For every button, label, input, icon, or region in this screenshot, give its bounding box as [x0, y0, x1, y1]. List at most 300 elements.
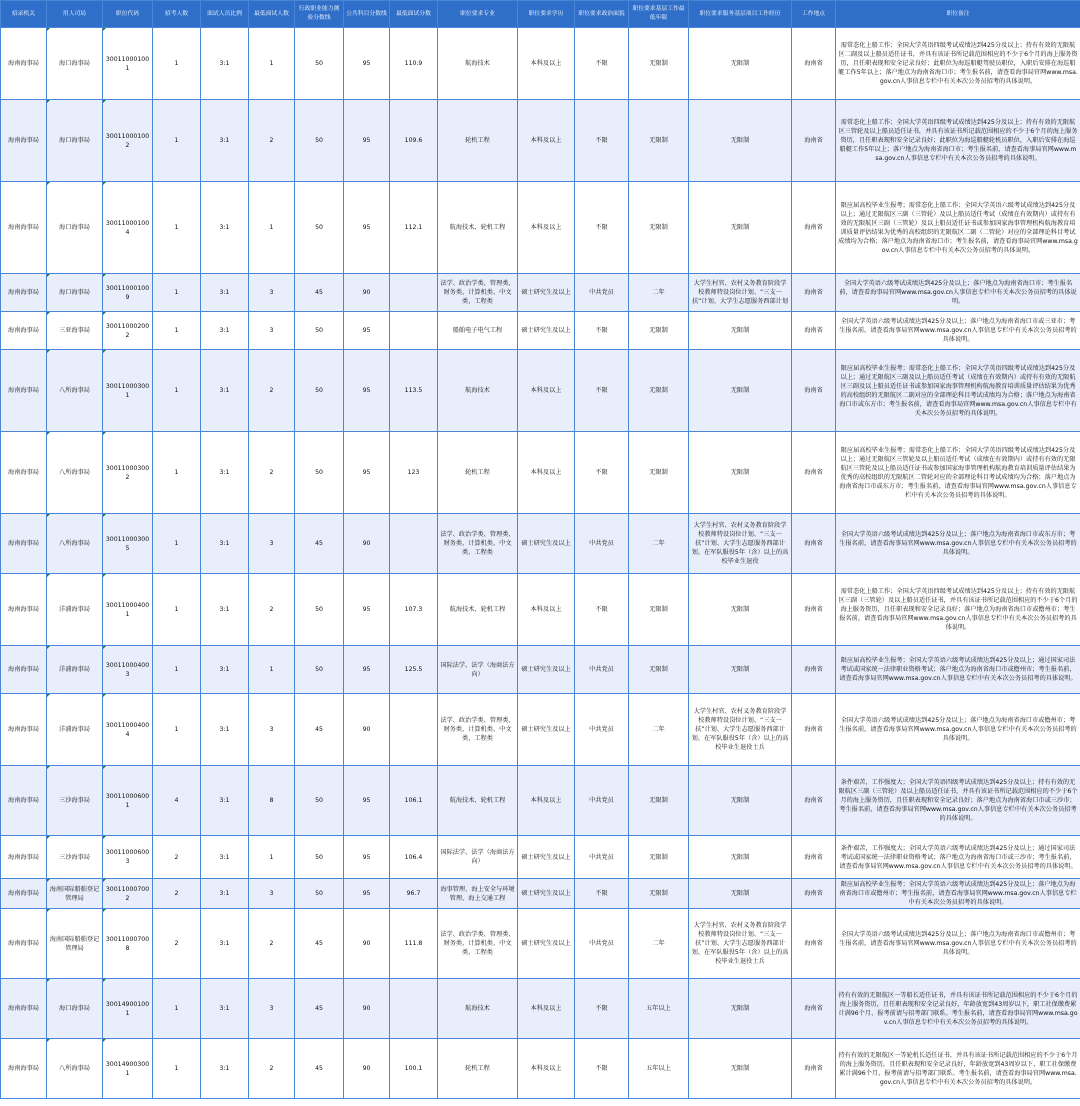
cell-text: 不限	[595, 606, 608, 613]
cell-position-notes	[836, 694, 1080, 766]
cell-recruit-count	[153, 274, 201, 312]
cell-text: 限应届高校毕业生报考；需常态化上船工作；全国大学英语六级考试成绩达到425分及以上；通过无限航区三副（三管轮）及以上船员适任考试（成绩在有效期内）或持有有效的无限航区三副（三管轮）及以上船员适任证书或参加国家海事管理机构航海教育培训质量评估结果为优秀的高校组织的无限航区二副（二管轮）对应的全部理论科目考试成绩均为合格；落户地点为海南省海口市；考生报名前，请查看海事局官网www.msa.gov.cn人事信息专栏中有关本次公务员招考的具体说明。	[838, 201, 1078, 254]
cell-text: 海南海事局	[8, 387, 39, 394]
cell-text: 不限	[595, 137, 608, 144]
cell-text: 3	[269, 327, 274, 334]
cell-text: 硕士研究生及以上	[521, 890, 571, 897]
cell-text: 95	[362, 469, 371, 476]
cell-min-interview-score	[390, 694, 438, 766]
cell-text: 需常态化上船工作；全国大学英语四级考试成绩达到425分及以上；持有有效的无限航区三管轮及以上船员适任证书，并具有该证书所记载范围相应的不少于6个月的海上服务资历，且任职表现和安全记录良好；此职位为海巡船艇轮机员职位，入职后安排在海巡船艇工作5年以上；落户地点为海南省海口市；考生报名前，请查看海事局官网www.msa.gov.cn人事信息专栏中有关本次公务员招考的具体说明。	[838, 119, 1078, 162]
cell-text: 90	[362, 726, 371, 733]
cell-text: 无限制	[730, 60, 750, 67]
cell-aptitude-score-line	[295, 979, 344, 1039]
table-row	[1, 646, 1080, 694]
cell-text: 海南海事局	[8, 940, 39, 947]
cell-text: 海南省	[804, 666, 823, 673]
cell-text: 300110003001	[105, 382, 150, 399]
cell-position-notes	[836, 766, 1080, 836]
cell-required-political-status	[575, 182, 629, 274]
cell-text: 3:1	[219, 890, 230, 897]
cell-min-interview-count	[249, 312, 295, 350]
cell-work-location	[792, 879, 836, 909]
cell-grassroots-project-experience	[689, 350, 792, 432]
cell-text: 无限制	[649, 387, 668, 394]
cell-text: 2	[269, 940, 274, 947]
cell-text: 海事管理、海上安全与环境管理、海上交通工程	[440, 885, 515, 902]
cell-text: 需常态化上船工作；全国大学英语四级考试成绩达到425分及以上；持有有效的无限航区三副（三管轮）及以上船员适任证书，并具有该证书所记载范围相应的不少于6个月的海上服务资历，且任职表现和安全记录良好；落户地点为海南省海口市或儋州市；考生报名前，请查看海事局官网www.msa.gov.cn人事信息专栏中有关本次公务员招考的具体说明。	[838, 588, 1078, 631]
cell-text: 300110007008	[105, 935, 150, 952]
cell-text: 中共党员	[589, 940, 614, 947]
cell-min-interview-count	[249, 182, 295, 274]
cell-text: 无限制	[649, 606, 668, 613]
cell-required-political-status	[575, 766, 629, 836]
cell-text: 限应届高校毕业生报考；需常态化上船工作；全国大学英语四级考试成绩达到425分及以上；通过无限航区三管轮及以上船员适任考试（成绩在有效期内）或持有有效的无限航区三管轮及以上船员适任证书或参加国家海事管理机构航海教育培训质量评估结果为优秀的高校组织的无限航区二管轮对应的全部理论科目考试成绩均为合格；落户地点为海南省海口市或东方市；考生报名前，请查看海事局官网www.msa.gov.cn人事信息专栏中有关本次公务员招考的具体说明。	[839, 446, 1077, 499]
cell-work-location	[792, 909, 836, 979]
cell-interview-ratio	[201, 979, 249, 1039]
cell-position-notes	[836, 350, 1080, 432]
header-row	[1, 1, 1080, 28]
cell-grassroots-project-experience	[689, 646, 792, 694]
cell-recruiting-agency	[1, 312, 47, 350]
cell-min-interview-count	[249, 879, 295, 909]
cell-required-major	[438, 100, 518, 182]
cell-aptitude-score-line	[295, 836, 344, 879]
cell-required-political-status	[575, 909, 629, 979]
cell-min-interview-score	[390, 766, 438, 836]
cell-min-interview-count	[249, 909, 295, 979]
cell-text: 50	[315, 853, 323, 861]
cell-text: 100.1	[404, 1065, 423, 1072]
cell-aptitude-score-line	[295, 274, 344, 312]
cell-hiring-department	[47, 350, 103, 432]
cell-text: 轮机工程	[465, 1065, 490, 1072]
cell-text: 海南海事局	[8, 540, 39, 547]
cell-grassroots-project-experience	[689, 694, 792, 766]
cell-grassroots-project-experience	[689, 766, 792, 836]
cell-min-interview-count	[249, 694, 295, 766]
cell-text: 125.5	[404, 666, 423, 673]
cell-text: 本科及以上	[530, 606, 562, 613]
cell-required-political-status	[575, 514, 629, 574]
cell-text: 无限制	[730, 327, 750, 334]
cell-text: 航海技术、轮机工程	[449, 224, 506, 231]
cell-hiring-department	[47, 100, 103, 182]
cell-text: 95	[362, 853, 371, 861]
cell-text: 海南省	[804, 224, 823, 231]
cell-text: 海南海事局	[8, 469, 39, 476]
cell-recruiting-agency	[1, 836, 47, 879]
cell-recruit-count	[153, 312, 201, 350]
cell-text: 无限制	[730, 890, 750, 897]
cell-min-interview-count	[249, 766, 295, 836]
cell-position-notes	[836, 182, 1080, 274]
cell-required-education	[518, 28, 575, 100]
cell-text: 海南海事局	[8, 797, 39, 804]
cell-required-major	[438, 350, 518, 432]
cell-required-education	[518, 350, 575, 432]
cell-min-grassroots-years	[629, 182, 689, 274]
cell-aptitude-score-line	[295, 28, 344, 100]
cell-text: 95	[362, 666, 371, 673]
cell-recruiting-agency	[1, 432, 47, 514]
cell-text: 95	[362, 224, 371, 231]
cell-hiring-department	[47, 514, 103, 574]
cell-text: 本科及以上	[530, 797, 562, 804]
cell-position-code	[103, 836, 153, 879]
cell-min-interview-score	[390, 432, 438, 514]
cell-text: 海南海事局	[8, 1065, 39, 1072]
cell-position-code	[103, 766, 153, 836]
cell-position-notes	[836, 1039, 1080, 1099]
table-row	[1, 836, 1080, 879]
cell-text: 硕士研究生及以上	[521, 726, 571, 733]
cell-recruiting-agency	[1, 694, 47, 766]
cell-grassroots-project-experience	[689, 909, 792, 979]
cell-text: 3:1	[219, 289, 230, 296]
cell-text: 全国大学英语六级考试成绩达到425分及以上；落户地点为海南省海口市或儋州市；考生报名前，请查看海事局官网www.msa.gov.cn人事信息专栏中有关本次公务员招考的具体说明。	[839, 931, 1077, 956]
cell-min-interview-score	[390, 574, 438, 646]
table-row	[1, 879, 1080, 909]
cell-work-location	[792, 979, 836, 1039]
cell-aptitude-score-line	[295, 350, 344, 432]
cell-text: 109.6	[404, 137, 423, 144]
cell-text: 二年	[652, 540, 665, 547]
cell-text: 1	[174, 540, 179, 547]
cell-text: 海南海事局	[8, 289, 39, 296]
cell-work-location	[792, 836, 836, 879]
cell-min-interview-count	[249, 432, 295, 514]
cell-recruit-count	[153, 836, 201, 879]
cell-required-education	[518, 694, 575, 766]
cell-aptitude-score-line	[295, 182, 344, 274]
cell-text: 4	[174, 797, 179, 804]
table-row	[1, 514, 1080, 574]
cell-text: 1	[174, 666, 179, 673]
cell-text: 洋浦海事局	[59, 726, 90, 733]
cell-text: 大学生村官、农村义务教育阶段学校教师特设岗位计划、“三支一扶”计划、大学生志愿服务西部计划、在军队服役5年（含）以上的高校毕业生退役	[691, 522, 789, 565]
cell-position-code	[103, 100, 153, 182]
cell-work-location	[792, 274, 836, 312]
cell-position-code	[103, 312, 153, 350]
cell-public-subject-score-line	[344, 979, 390, 1039]
cell-text: 45	[315, 289, 323, 296]
cell-text: 本科及以上	[530, 387, 562, 394]
cell-position-code	[103, 182, 153, 274]
cell-required-political-status	[575, 432, 629, 514]
cell-text: 50	[315, 137, 323, 144]
cell-interview-ratio	[201, 274, 249, 312]
cell-text: 不限	[595, 327, 608, 334]
cell-text: 无限制	[730, 666, 750, 673]
cell-position-code	[103, 274, 153, 312]
cell-text: 全国大学英语六级考试成绩达到425分及以上；落户地点为海南省海口市或儋州市；考生报名前，请查看海事局官网www.msa.gov.cn人事信息专栏中有关本次公务员招考的具体说明。	[839, 717, 1077, 742]
cell-text: 海南省	[804, 327, 823, 334]
cell-text: 持有有效的无限航区一等船长适任证书，并具有该证书所记载范围相应的不少于6个月的海上服务资历，且任职表现和安全记录良好，年龄放宽到43周岁以下，职工社保缴费累计满96个月，报考前请与招考部门联系。考生报名前，请查看海事局官网www.msa.gov.cn人事信息专栏中有关本次公务员招考的具体说明。	[838, 991, 1078, 1026]
cell-text: 无限制	[730, 1005, 750, 1012]
cell-text: 海南省	[804, 137, 823, 144]
cell-hiring-department	[47, 182, 103, 274]
cell-required-major	[438, 909, 518, 979]
cell-hiring-department	[47, 646, 103, 694]
cell-position-notes	[836, 879, 1080, 909]
cell-min-grassroots-years	[629, 836, 689, 879]
column-header-required-major: 职位要求专业	[438, 1, 518, 28]
cell-text: 45	[315, 1065, 323, 1072]
cell-text: 1	[269, 224, 274, 231]
cell-work-location	[792, 646, 836, 694]
cell-text: 大学生村官、农村义务教育阶段学校教师特设岗位计划、“三支一扶”计划、大学生志愿服务西部计划	[691, 280, 789, 305]
cell-text: 无限制	[649, 137, 668, 144]
cell-text: 海南省	[804, 1005, 823, 1012]
cell-text: 中共党员	[589, 726, 614, 733]
cell-interview-ratio	[201, 574, 249, 646]
cell-recruit-count	[153, 909, 201, 979]
cell-recruit-count	[153, 646, 201, 694]
table-row	[1, 909, 1080, 979]
cell-required-education	[518, 879, 575, 909]
cell-text: 300110001009	[105, 284, 150, 301]
cell-recruit-count	[153, 432, 201, 514]
cell-text: 八所海事局	[59, 387, 90, 394]
cell-public-subject-score-line	[344, 28, 390, 100]
cell-text: 三亚海事局	[59, 327, 90, 334]
cell-text: 90	[362, 540, 371, 547]
cell-work-location	[792, 432, 836, 514]
cell-text: 45	[315, 940, 323, 947]
cell-text: 海南海事局	[8, 1005, 39, 1012]
cell-text: 96.7	[406, 890, 421, 897]
cell-text: 海南海事局	[8, 606, 39, 613]
cell-interview-ratio	[201, 879, 249, 909]
cell-work-location	[792, 182, 836, 274]
table-row	[1, 1039, 1080, 1099]
cell-min-grassroots-years	[629, 574, 689, 646]
cell-position-code	[103, 694, 153, 766]
cell-recruiting-agency	[1, 766, 47, 836]
cell-min-interview-score	[390, 514, 438, 574]
cell-min-grassroots-years	[629, 979, 689, 1039]
cell-min-interview-count	[249, 574, 295, 646]
cell-text: 硕士研究生及以上	[521, 540, 571, 547]
cell-min-interview-score	[390, 1039, 438, 1099]
cell-text: 不限	[595, 224, 608, 231]
cell-recruiting-agency	[1, 979, 47, 1039]
cell-aptitude-score-line	[295, 312, 344, 350]
cell-public-subject-score-line	[344, 694, 390, 766]
cell-required-education	[518, 909, 575, 979]
cell-text: 船舶电子电气工程	[452, 327, 503, 334]
cell-required-education	[518, 646, 575, 694]
cell-public-subject-score-line	[344, 432, 390, 514]
cell-text: 不限	[595, 890, 608, 897]
cell-recruiting-agency	[1, 274, 47, 312]
cell-text: 45	[315, 726, 323, 733]
cell-text: 106.1	[404, 797, 423, 804]
cell-hiring-department	[47, 312, 103, 350]
cell-text: 300110004004	[105, 721, 150, 738]
cell-min-grassroots-years	[629, 514, 689, 574]
cell-grassroots-project-experience	[689, 879, 792, 909]
cell-text: 50	[315, 327, 323, 334]
cell-aptitude-score-line	[295, 694, 344, 766]
cell-text: 本科及以上	[530, 1065, 562, 1072]
cell-public-subject-score-line	[344, 350, 390, 432]
cell-text: 硕士研究生及以上	[521, 666, 571, 673]
cell-text: 95	[362, 797, 371, 804]
cell-text: 国际法学、法学（海商法方向）	[440, 849, 515, 865]
cell-text: 不限	[595, 387, 608, 394]
cell-grassroots-project-experience	[689, 100, 792, 182]
cell-required-education	[518, 514, 575, 574]
cell-work-location	[792, 100, 836, 182]
cell-text: 3	[269, 289, 274, 296]
column-header-required-education: 职位要求学历	[518, 1, 575, 28]
cell-interview-ratio	[201, 836, 249, 879]
cell-text: 海南省	[804, 940, 823, 947]
table-row	[1, 312, 1080, 350]
cell-required-political-status	[575, 879, 629, 909]
cell-text: 不限	[595, 1005, 608, 1012]
cell-work-location	[792, 350, 836, 432]
column-header-position-code: 职位代码	[103, 1, 153, 28]
cell-text: 海南省	[804, 469, 823, 476]
cell-required-education	[518, 432, 575, 514]
cell-required-major	[438, 879, 518, 909]
cell-text: 中共党员	[589, 289, 614, 296]
cell-interview-ratio	[201, 646, 249, 694]
cell-work-location	[792, 1039, 836, 1099]
cell-text: 1	[174, 224, 179, 231]
cell-position-code	[103, 1039, 153, 1099]
cell-text: 1	[174, 387, 179, 394]
cell-public-subject-score-line	[344, 274, 390, 312]
cell-text: 112.1	[404, 224, 423, 231]
cell-text: 90	[362, 1005, 371, 1012]
cell-min-grassroots-years	[629, 432, 689, 514]
cell-text: 海口海事局	[59, 137, 90, 144]
table-row	[1, 182, 1080, 274]
cell-required-political-status	[575, 574, 629, 646]
cell-interview-ratio	[201, 909, 249, 979]
cell-text: 无限制	[730, 137, 750, 144]
cell-text: 全国大学英语六级考试成绩达到425分及以上；落户地点为海南省海口市；考生报名前，请查看海事局官网www.msa.gov.cn人事信息专栏中有关本次公务员招考的具体说明。	[839, 280, 1077, 305]
cell-recruiting-agency	[1, 182, 47, 274]
cell-interview-ratio	[201, 350, 249, 432]
cell-text: 无限制	[730, 387, 750, 394]
cell-text: 无限制	[730, 606, 750, 613]
cell-recruiting-agency	[1, 1039, 47, 1099]
cell-required-major	[438, 574, 518, 646]
cell-min-grassroots-years	[629, 100, 689, 182]
cell-position-code	[103, 879, 153, 909]
cell-text: 中共党员	[589, 666, 614, 673]
cell-recruit-count	[153, 350, 201, 432]
cell-text: 1	[174, 726, 179, 733]
cell-aptitude-score-line	[295, 879, 344, 909]
cell-text: 1	[174, 60, 179, 67]
cell-required-major	[438, 979, 518, 1039]
cell-text: 硕士研究生及以上	[521, 289, 571, 296]
cell-text: 大学生村官、农村义务教育阶段学校教师特设岗位计划、“三支一扶”计划、大学生志愿服务西部计划、在军队服役5年（含）以上的高校毕业生退役士兵	[691, 708, 789, 751]
cell-text: 无限制	[730, 1065, 750, 1072]
cell-text: 3:1	[219, 1005, 230, 1012]
cell-text: 海南省	[804, 606, 823, 613]
cell-text: 海南省	[804, 890, 823, 897]
cell-required-political-status	[575, 100, 629, 182]
cell-hiring-department	[47, 694, 103, 766]
cell-required-education	[518, 274, 575, 312]
cell-grassroots-project-experience	[689, 28, 792, 100]
cell-text: 洋浦海事局	[59, 666, 90, 673]
cell-text: 限应届高校毕业生报考；需常态化上船工作；全国大学英语四级考试成绩达到425分及以上；通过无限航区三副及以上船员适任考试（成绩在有效期内）或持有有效的无限航区三副及以上船员适任证书或参加国家海事管理机构航海教育培训质量评估结果为优秀的高校组织的无限航区二副对应的全部理论科目考试成绩均为合格；落户地点为海南省海口市或东方市；考生报名前，请查看海事局官网www.msa.gov.cn人事信息专栏中有关本次公务员招考的具体说明。	[839, 364, 1077, 417]
cell-text: 二年	[652, 726, 665, 733]
cell-required-major	[438, 694, 518, 766]
cell-min-interview-score	[390, 836, 438, 879]
cell-required-major	[438, 766, 518, 836]
cell-text: 海南国际船舶登记管理局	[49, 885, 100, 902]
cell-text: 300110003005	[105, 535, 150, 552]
cell-required-major	[438, 646, 518, 694]
cell-text: 8	[269, 797, 274, 804]
cell-min-interview-count	[249, 28, 295, 100]
column-header-position-notes: 职位备注	[836, 1, 1080, 28]
table-row	[1, 274, 1080, 312]
cell-text: 无限制	[649, 224, 668, 231]
cell-grassroots-project-experience	[689, 979, 792, 1039]
cell-text: 3:1	[219, 387, 230, 394]
cell-min-interview-score	[390, 100, 438, 182]
cell-grassroots-project-experience	[689, 432, 792, 514]
cell-text: 海南海事局	[8, 890, 39, 897]
cell-required-education	[518, 312, 575, 350]
cell-text: 113.5	[404, 387, 423, 394]
cell-position-code	[103, 28, 153, 100]
table-row	[1, 574, 1080, 646]
cell-text: 中共党员	[589, 797, 614, 804]
cell-text: 1	[174, 289, 179, 296]
cell-required-political-status	[575, 836, 629, 879]
table-row	[1, 28, 1080, 100]
cell-text: 1	[269, 666, 274, 673]
cell-required-political-status	[575, 1039, 629, 1099]
cell-work-location	[792, 312, 836, 350]
cell-text: 硕士研究生及以上	[521, 853, 571, 861]
cell-hiring-department	[47, 766, 103, 836]
cell-recruit-count	[153, 694, 201, 766]
cell-position-notes	[836, 574, 1080, 646]
cell-text: 3:1	[219, 60, 230, 67]
cell-text: 海南海事局	[8, 327, 39, 334]
cell-min-interview-count	[249, 836, 295, 879]
cell-text: 300110002002	[105, 322, 150, 339]
cell-text: 海南省	[804, 853, 823, 861]
cell-text: 3:1	[219, 224, 230, 231]
cell-position-notes	[836, 274, 1080, 312]
cell-work-location	[792, 766, 836, 836]
cell-position-notes	[836, 646, 1080, 694]
cell-text: 1	[269, 60, 274, 67]
cell-text: 50	[315, 666, 323, 673]
column-header-min-grassroots-years: 职位要求基层工作最低年限	[629, 1, 689, 28]
cell-text: 1	[269, 853, 274, 861]
cell-recruiting-agency	[1, 909, 47, 979]
cell-text: 无限制	[649, 327, 668, 334]
cell-position-notes	[836, 514, 1080, 574]
cell-text: 3:1	[219, 137, 230, 144]
cell-min-interview-count	[249, 100, 295, 182]
cell-required-major	[438, 514, 518, 574]
cell-text: 3:1	[219, 606, 230, 613]
